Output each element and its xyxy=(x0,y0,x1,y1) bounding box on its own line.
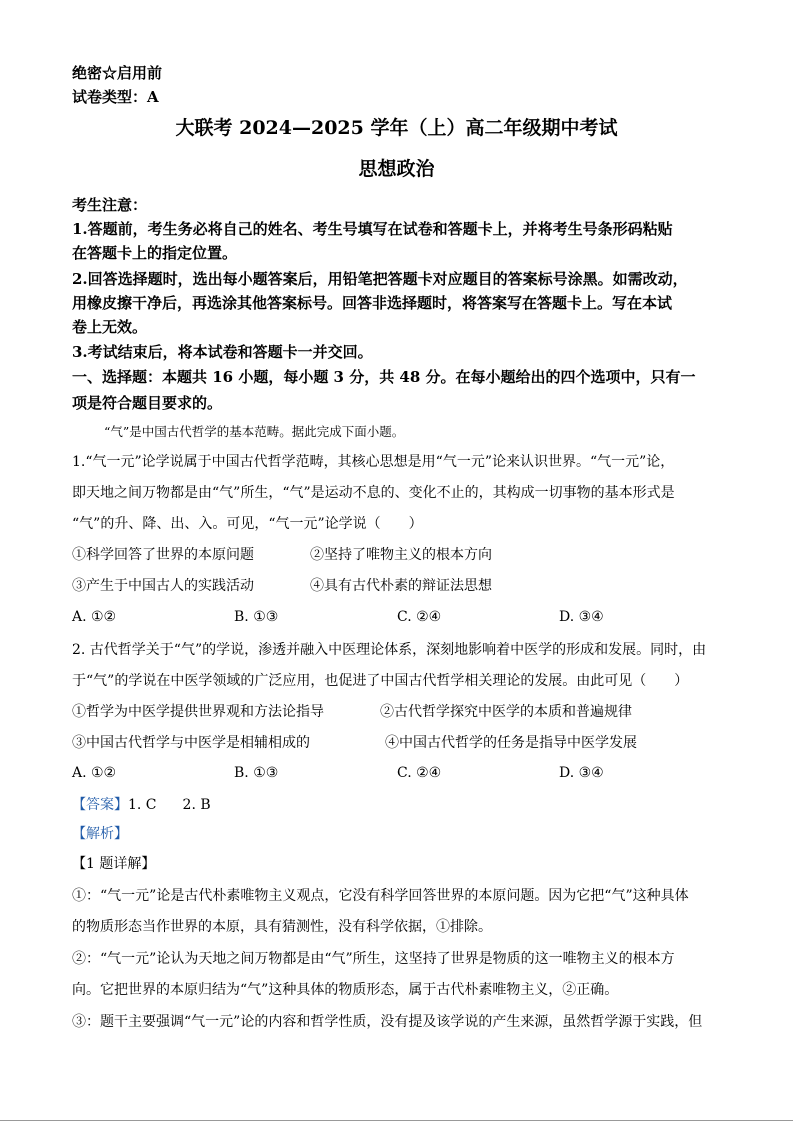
analysis-p2-line1: ②：“气一元”论认为天地之间万物都是由“气”所生，这坚持了世界是物质的这一唯物主义的根本方 xyxy=(72,951,675,967)
notice-item2-line1: 2.回答选择题时，选出每小题答案后，用铅笔把答题卡对应题目的答案标号涂黑。如需改动， xyxy=(72,270,688,288)
notice-item1-line2: 在答题卡上的指定位置。 xyxy=(72,244,238,262)
analysis-p1-line1: ①：“气一元”论是古代朴素唯物主义观点，它没有科学回答世界的本原问题。因为它把“气”这种具体 xyxy=(72,888,689,904)
section1-line2: 项是符合题目要求的。 xyxy=(72,394,223,412)
notice-heading: 考生注意： xyxy=(72,196,148,214)
q1-stem-line3: “气”的升、降、出、入。可见，“气一元”论学说（ ） xyxy=(72,516,423,532)
q1-option-3: ③产生于中国古人的实践活动 xyxy=(72,578,254,594)
answer-q2: 2. B xyxy=(182,797,211,813)
secret-label: 绝密☆启用前 xyxy=(72,64,163,82)
q2-stem-line1: 2. 古代哲学关于“气”的学说，渗透并融入中医理论体系，深刻地影响着中医学的形成和发展。同时，由 xyxy=(72,642,707,658)
notice-item2-line3: 卷上无效。 xyxy=(72,318,148,336)
q1-option-4: ④具有古代朴素的辩证法思想 xyxy=(310,578,492,594)
q2-choice-c: C. ②④ xyxy=(397,765,442,781)
q2-choice-b: B. ①③ xyxy=(234,765,279,781)
answer-label: 【答案】 xyxy=(72,797,128,813)
q1-choice-c: C. ②④ xyxy=(397,609,442,625)
q1-choice-b: B. ①③ xyxy=(234,609,279,625)
q2-stem-line2: 于“气”的学说在中医学领域的广泛应用，也促进了中国古代哲学相关理论的发展。由此可见（ ） xyxy=(72,673,689,689)
analysis-p1-line2: 的物质形态当作世界的本原，具有猜测性，没有科学依据，①排除。 xyxy=(72,919,492,935)
analysis-p3-line1: ③：题干主要强调“气一元”论的内容和哲学性质，没有提及该学说的产生来源，虽然哲学源于实践，但 xyxy=(72,1014,703,1030)
notice-item1-line1: 1.答题前，考生务必将自己的姓名、考生号填写在试卷和答题卡上，并将考生号条形码粘贴 xyxy=(72,220,673,238)
notice-item2-line2: 用橡皮擦干净后，再选涂其他答案标号。回答非选择题时，将答案写在答题卡上。写在本试 xyxy=(72,294,673,312)
q2-choice-a: A. ①② xyxy=(72,765,117,781)
q1-stem-line1: 1.“气一元”论学说属于中国古代哲学范畴，其核心思想是用“气一元”论来认识世界。“气一元”论， xyxy=(72,454,675,470)
section1-line1: 一、选择题：本题共 16 小题，每小题 3 分，共 48 分。在每小题给出的四个选项中，只有一 xyxy=(72,368,696,386)
q2-option-2: ②古代哲学探究中医学的本质和普遍规律 xyxy=(380,704,632,720)
q1-option-2: ②坚持了唯物主义的根本方向 xyxy=(310,547,492,563)
analysis-label: 【解析】 xyxy=(72,826,128,842)
q2-option-4: ④中国古代哲学的任务是指导中医学发展 xyxy=(385,735,637,751)
subject-title: 思想政治 xyxy=(358,158,435,180)
q1-option-1: ①科学回答了世界的本原问题 xyxy=(72,547,254,563)
analysis-p2-line2: 向。它把世界的本原归结为“气”这种具体的物质形态，属于古代朴素唯物主义，②正确。 xyxy=(72,982,619,998)
notice-item3: 3.考试结束后，将本试卷和答题卡一并交回。 xyxy=(72,343,373,361)
q1-choice-d: D. ③④ xyxy=(559,609,604,625)
q2-option-1: ①哲学为中医学提供世界观和方法论指导 xyxy=(72,704,324,720)
q2-choice-d: D. ③④ xyxy=(559,765,604,781)
q1-choice-a: A. ①② xyxy=(72,609,117,625)
answer-row xyxy=(72,798,211,812)
q1-stem-line2: 即天地之间万物都是由“气”所生，“气”是运动不息的、变化不止的，其构成一切事物的基本形式是 xyxy=(72,485,675,501)
exam-title: 大联考 2024—2025 学年（上）高二年级期中考试 xyxy=(175,117,618,139)
q2-option-3: ③中国古代哲学与中医学是相辅相成的 xyxy=(72,735,310,751)
paper-type-label: 试卷类型：A xyxy=(72,88,159,106)
page-bottom-rule xyxy=(0,1120,793,1121)
detail-heading: 【1 题详解】 xyxy=(72,856,156,872)
answer-q1: 1. C xyxy=(128,797,157,813)
material-intro: “气”是中国古代哲学的基本范畴。据此完成下面小题。 xyxy=(104,424,405,439)
